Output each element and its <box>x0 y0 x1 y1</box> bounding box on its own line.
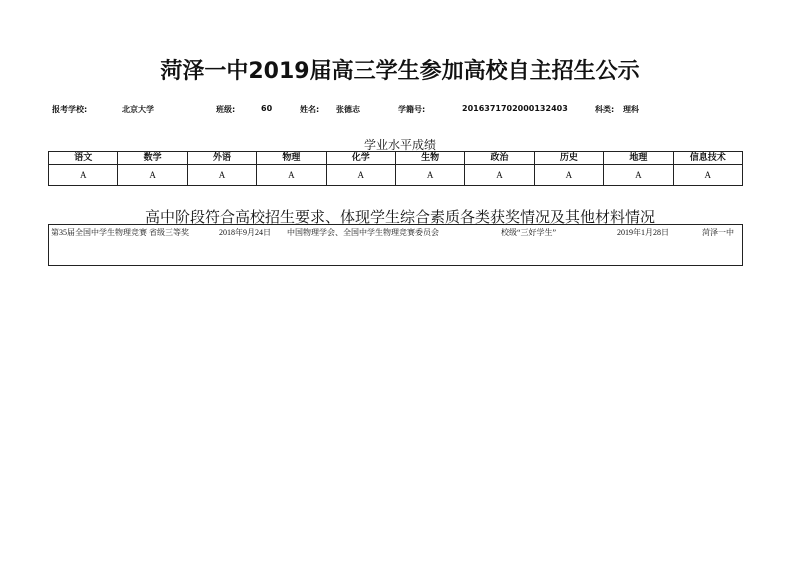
grade-cell: A <box>604 165 673 186</box>
subject-header-row <box>49 152 743 165</box>
subject-cell: 化学 <box>326 152 395 165</box>
student-id-label: 学籍号: <box>398 105 426 114</box>
subject-cell: 物理 <box>257 152 326 165</box>
subject-cell: 数学 <box>118 152 187 165</box>
name-value: 张德志 <box>336 105 360 114</box>
subject-cell: 外语 <box>187 152 256 165</box>
award-date: 2018年9月24日 <box>219 228 271 237</box>
award-entry <box>49 227 742 239</box>
subject-cell: 语文 <box>49 152 118 165</box>
academic-section-heading: 学业水平成绩 <box>363 138 436 152</box>
name-label: 姓名: <box>300 105 320 114</box>
grade-cell: A <box>257 165 326 186</box>
school-value: 北京大学 <box>122 105 154 114</box>
grades-table <box>48 151 743 186</box>
award-title: 第35届全国中学生物理竞赛 省级三等奖 <box>51 228 189 237</box>
awards-box <box>48 224 743 266</box>
grade-cell: A <box>395 165 464 186</box>
class-value: 60 <box>261 104 273 113</box>
subject-cell: 政治 <box>465 152 534 165</box>
grade-cell: A <box>465 165 534 186</box>
grade-cell: A <box>49 165 118 186</box>
page-title: 菏泽一中2019届高三学生参加高校自主招生公示 <box>160 59 640 84</box>
student-info-row <box>0 104 800 120</box>
track-label: 科类: <box>595 105 615 114</box>
grade-cell: A <box>534 165 603 186</box>
award-issuer: 中国物理学会、全国中学生物理竞赛委员会 <box>287 228 439 237</box>
grade-cell: A <box>673 165 742 186</box>
grade-cell: A <box>187 165 256 186</box>
student-id-value: 2016371702000132403 <box>462 104 568 113</box>
awards-section-heading: 高中阶段符合高校招生要求、体现学生综合素质各类获奖情况及其他材料情况 <box>144 208 655 226</box>
grade-cell: A <box>326 165 395 186</box>
track-value: 理科 <box>623 105 639 114</box>
grade-row <box>49 165 743 186</box>
class-label: 班级: <box>216 105 236 114</box>
subject-cell: 生物 <box>395 152 464 165</box>
honor-date: 2019年1月28日 <box>617 228 669 237</box>
school-label: 报考学校: <box>52 105 88 114</box>
subject-cell: 历史 <box>534 152 603 165</box>
honor-issuer: 菏泽一中 <box>702 228 734 237</box>
grade-cell: A <box>118 165 187 186</box>
subject-cell: 地理 <box>604 152 673 165</box>
honor-title: 校级“三好学生” <box>501 228 557 237</box>
subject-cell: 信息技术 <box>673 152 742 165</box>
